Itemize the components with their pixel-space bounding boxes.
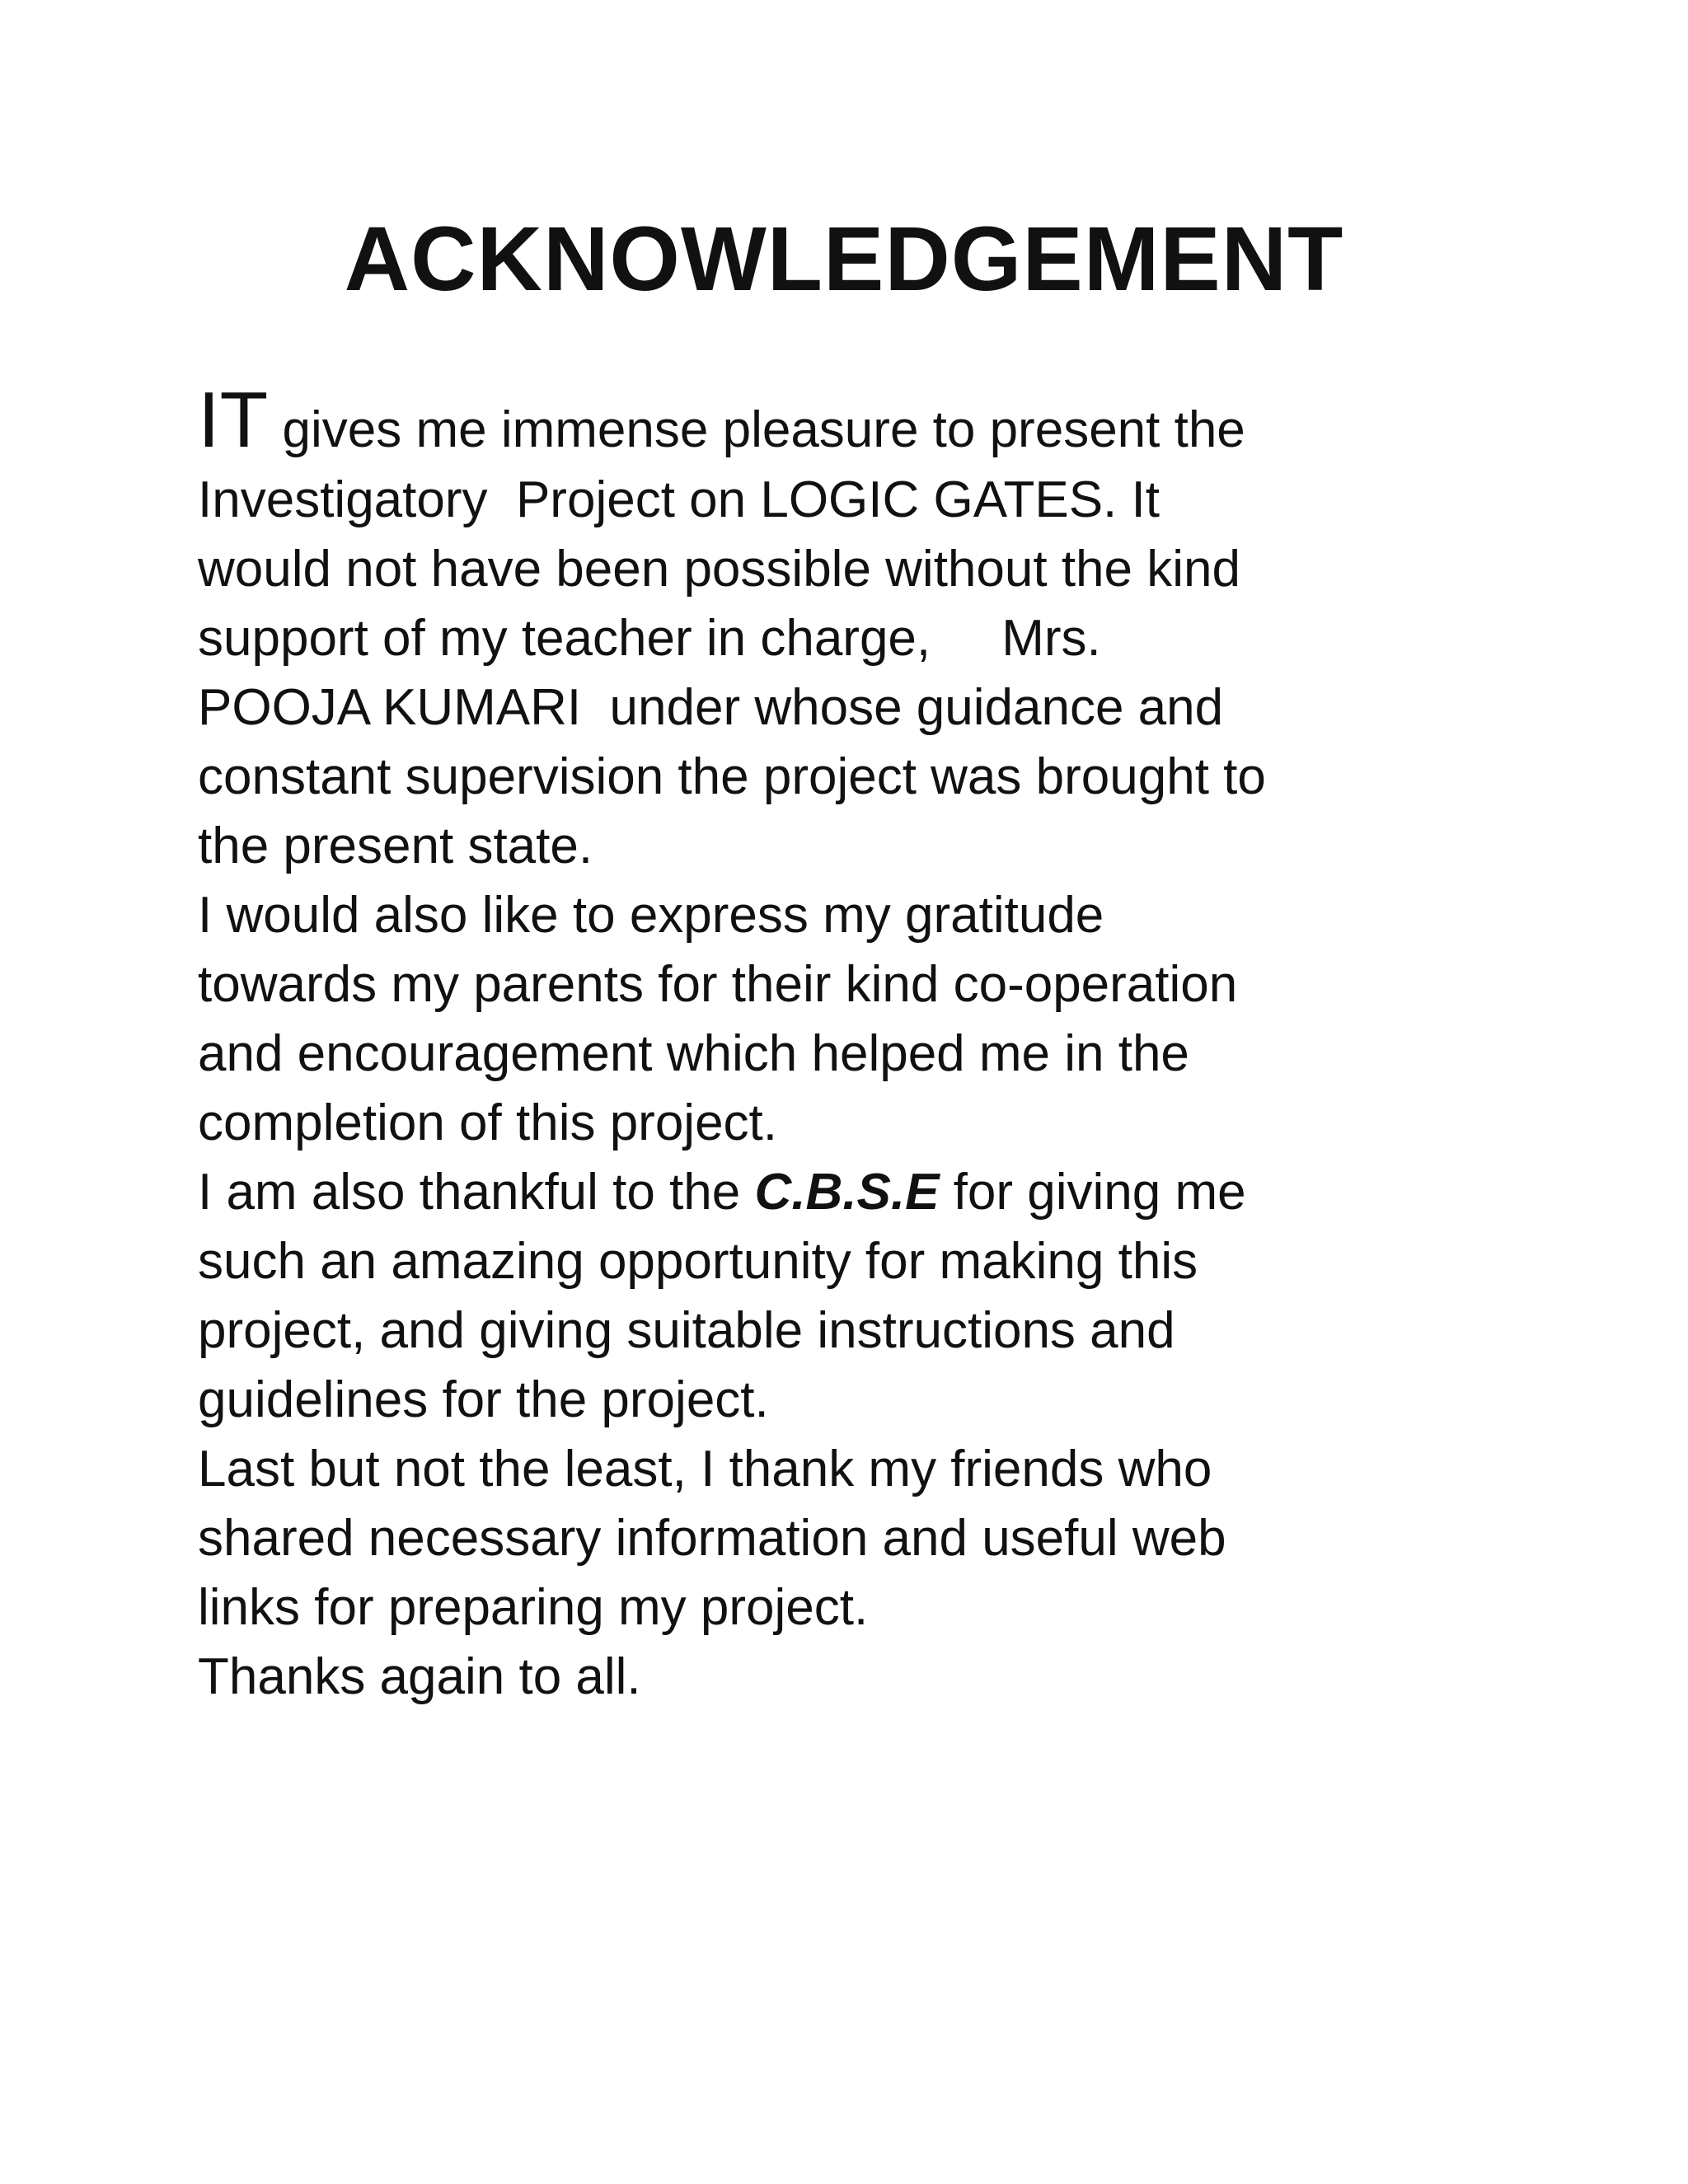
body-line: completion of this project.	[198, 1094, 778, 1151]
body-line: constant supervision the project was brought to	[198, 748, 1266, 805]
acknowledgement-body	[198, 375, 1484, 1712]
body-line: I would also like to express my gratitude	[198, 887, 1104, 944]
body-line: POOJA KUMARI under whose guidance and	[198, 679, 1224, 736]
body-line: guidelines for the project.	[198, 1371, 769, 1428]
body-line	[198, 1158, 1484, 1227]
body-line: links for preparing my project.	[198, 1579, 869, 1636]
body-line: would not have been possible without the kind	[198, 541, 1240, 598]
body-line: and encouragement which helped me in the	[198, 1025, 1189, 1082]
body-line: Thanks again to all.	[198, 1648, 641, 1705]
body-line: the present state.	[198, 818, 593, 874]
body-line	[198, 375, 1484, 466]
body-line-text: for giving me	[939, 1164, 1246, 1221]
body-line-text: I am also thankful to the	[198, 1164, 755, 1221]
page-title: ACKNOWLEDGEMENT	[344, 209, 1344, 310]
body-line: such an amazing opportunity for making this	[198, 1233, 1198, 1290]
body-line: support of my teacher in charge, Mrs.	[198, 610, 1101, 667]
cbse-emphasis: C.B.S.E	[754, 1164, 940, 1221]
body-line: towards my parents for their kind co-operation	[198, 956, 1238, 1013]
body-line: project, and giving suitable instructions and	[198, 1302, 1175, 1359]
body-line-text: gives me immense pleasure to present the	[268, 401, 1245, 458]
body-line: Last but not the least, I thank my friends who	[198, 1441, 1212, 1497]
opening-cap: IT	[198, 376, 269, 464]
body-line: shared necessary information and useful web	[198, 1510, 1226, 1567]
body-line: Investigatory Project on LOGIC GATES. It	[198, 471, 1160, 528]
